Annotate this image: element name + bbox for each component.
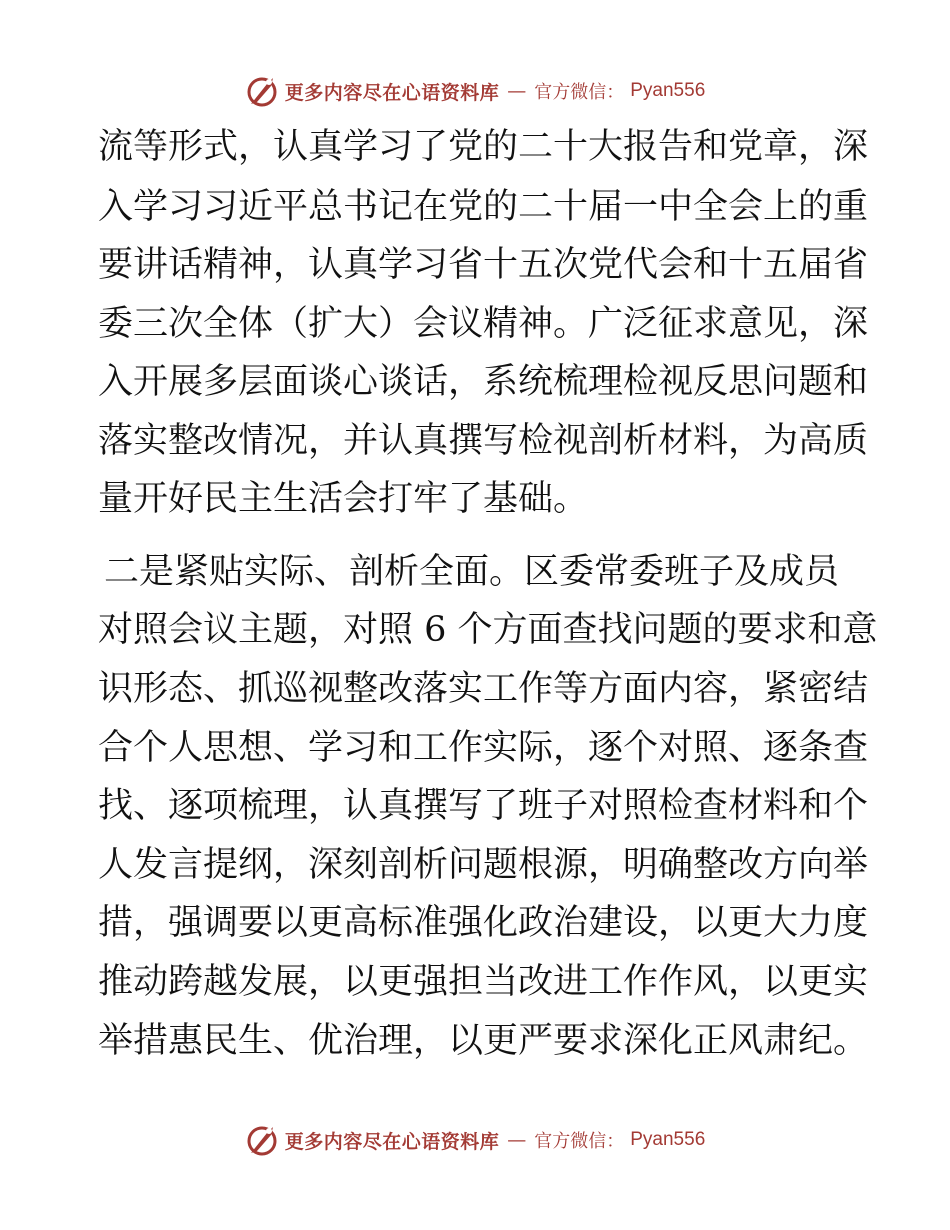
footer-separator: — — [507, 1129, 527, 1151]
para2-line: 人发言提纲，深刻剖析问题根源，明确整改方向举 — [98, 845, 869, 885]
para2-line: 对照会议主题，对照 6 个方面查找问题的要求和意 — [98, 610, 878, 650]
para1-line: 入开展多层面谈心谈话，系统梳理检视反思问题和 — [98, 362, 869, 402]
header-wechat-id: Pyan556 — [630, 80, 706, 101]
para1-line: 入学习习近平总书记在党的二十届一中全会上的重 — [98, 187, 869, 227]
brush-pen-icon — [245, 74, 279, 108]
header-separator: — — [507, 80, 527, 102]
para1-line: 流等形式，认真学习了党的二十大报告和党章，深 — [98, 127, 869, 167]
para2-line: 识形态、抓巡视整改落实工作等方面内容，紧密结 — [98, 669, 869, 709]
para2-line: 二是紧贴实际、剖析全面。区委常委班子及成员 — [104, 552, 840, 592]
para2-line: 措，强调要以更高标准强化政治建设，以更大力度 — [98, 903, 869, 943]
para2-line: 找、逐项梳理，认真撰写了班子对照检查材料和个 — [98, 786, 869, 826]
header-brand: 更多内容尽在心语资料库 — [284, 81, 500, 104]
para2-line: 举措惠民生、优治理，以更严要求深化正风肃纪。 — [98, 1021, 869, 1061]
para2-line: 推动跨越发展，以更强担当改进工作作风，以更实 — [98, 962, 869, 1002]
para1-line: 落实整改情况，并认真撰写检视剖析材料，为高质 — [98, 421, 869, 461]
footer-brand: 更多内容尽在心语资料库 — [284, 1130, 500, 1153]
footer-banner — [0, 1120, 950, 1160]
brush-pen-icon — [245, 1123, 279, 1157]
header-banner — [0, 71, 950, 111]
para2-line: 合个人思想、学习和工作实际，逐个对照、逐条查 — [98, 728, 869, 768]
para1-line: 委三次全体（扩大）会议精神。广泛征求意见，深 — [98, 304, 869, 344]
footer-wechat-label: 官方微信： — [534, 1131, 625, 1152]
para1-line: 要讲话精神，认真学习省十五次党代会和十五届省 — [98, 245, 869, 285]
para1-line: 量开好民主生活会打牢了基础。 — [98, 479, 589, 519]
footer-wechat-id: Pyan556 — [630, 1129, 706, 1150]
header-wechat-label: 官方微信： — [534, 82, 625, 103]
